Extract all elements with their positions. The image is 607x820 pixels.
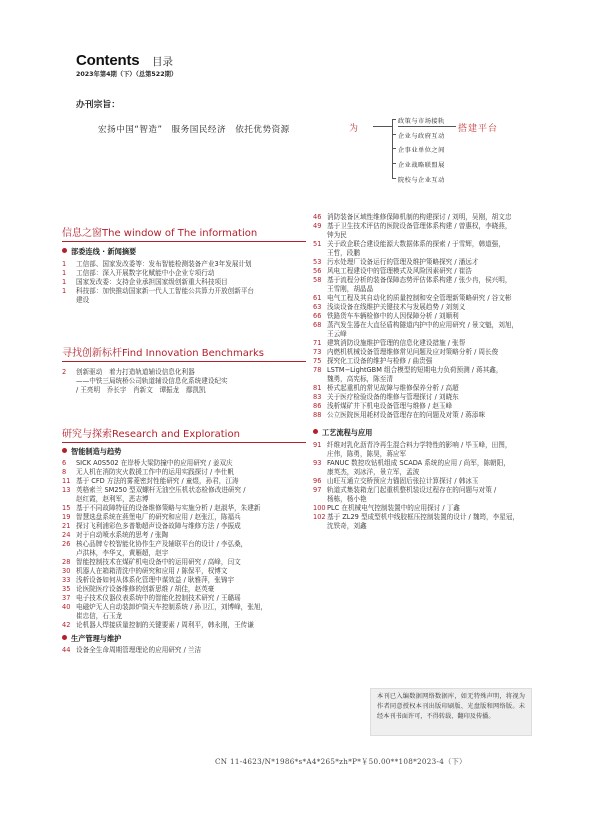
entry-line — [62, 477, 306, 486]
page-number: 40 — [62, 603, 71, 611]
entry-text: 探讨飞利浦彩色多普勒超声设备故障与维修方法 / 李振成 — [76, 522, 241, 530]
entry-text: 王云峰 — [327, 330, 347, 338]
entry-line — [313, 240, 549, 249]
entry-list — [62, 646, 306, 655]
entry-text: 王哲，段鹏 — [327, 249, 360, 257]
toc-entry — [62, 522, 306, 531]
entry-line-continued — [62, 612, 306, 621]
entry-text: 桥式起重机的常见故障与维修保养分析 / 高超 — [327, 384, 459, 392]
entry-text: 浅析设备如何从体系化管理中谋效益 / 耿雅萍，张锦宇 — [76, 576, 235, 584]
page-number: 73 — [313, 348, 322, 356]
entry-text: 探究化工设备的维护与检修 / 曲贵强 — [327, 357, 433, 365]
purpose-item: 政策与市场接轨 — [398, 118, 445, 125]
bracket-tick — [392, 163, 396, 164]
toc-entry — [62, 621, 306, 630]
page-number: 86 — [313, 402, 322, 410]
section-title: 信息之窗The window of The information — [62, 228, 258, 239]
entry-text: 电气工程及其自动化的质量控制和安全管理新策略研究 / 谷文彬 — [327, 294, 512, 302]
entry-line — [62, 513, 306, 522]
page-number: 15 — [62, 504, 71, 512]
purpose-item: 企事业单位之间 — [398, 147, 445, 154]
toc-entry — [62, 646, 306, 655]
toc-entry — [62, 540, 306, 558]
toc-entry — [313, 504, 549, 513]
bullet-icon — [62, 248, 67, 253]
entry-line-continued — [313, 522, 549, 531]
bracket-tick — [392, 148, 396, 149]
page-number: 71 — [313, 339, 322, 347]
entry-text: 浅析煤矿井下机电设备管理与维修 / 赵玉峰 — [327, 402, 453, 410]
toc-entry — [313, 459, 549, 477]
page-number: 97 — [313, 486, 322, 494]
entry-text: 纤维对乳化沥青冷再生混合料力学特性的影响 / 毕玉峰，田图， — [327, 441, 512, 449]
entry-line — [313, 486, 549, 495]
toc-entry — [313, 513, 549, 531]
entry-line — [313, 267, 549, 276]
entry-text: 基于 ZL29 型成型机中线胶框压控制装置的设计 / 魏筠，李星冠， — [327, 513, 520, 521]
entry-line — [62, 576, 306, 585]
entry-line — [62, 368, 306, 377]
entry-text: 钟为民 — [327, 231, 347, 239]
entry-text: 工信部：深入开展数字化赋能中小企业专项行动 — [76, 269, 215, 277]
page-number: 49 — [313, 222, 322, 230]
entry-list — [62, 368, 306, 395]
toc-entry — [62, 531, 306, 540]
section-divider — [62, 361, 306, 362]
toc-entry — [313, 267, 549, 276]
entry-text: 赵红霞，赵利军，恶志博 — [76, 495, 149, 503]
toc-entry — [313, 213, 549, 222]
entry-line — [313, 303, 549, 312]
entry-line — [313, 213, 549, 222]
entry-line — [313, 276, 549, 285]
page-number: 96 — [313, 477, 322, 485]
entry-text: 卢洪林，李华又，黄雁超，赵宇 — [76, 549, 169, 557]
entry-line-continued — [313, 468, 549, 477]
entry-text: 对于自动喷水系统的思考 / 张陶 — [76, 531, 169, 539]
toc-entry — [62, 576, 306, 585]
entry-text: 科技部：加快推动国家新一代人工智能公共算力开放创新平台 — [76, 287, 255, 295]
entry-line-continued — [62, 549, 306, 558]
entry-line — [313, 294, 549, 303]
entry-text: 机器人在箱箱清洗中的研究和应用 / 陈保平，权博文 — [76, 567, 228, 575]
page-number: 46 — [313, 213, 322, 221]
entry-text: 魏勇，高宪标，陈至清 — [327, 375, 393, 383]
toc-entry — [313, 486, 549, 504]
bullet-icon — [313, 429, 318, 434]
page-number: 88 — [313, 411, 322, 419]
page-number: 83 — [313, 393, 322, 401]
page-number: 102 — [313, 513, 326, 521]
toc-entry — [313, 294, 549, 303]
section-research — [62, 425, 306, 655]
toc-entry — [62, 459, 306, 468]
entry-line — [62, 287, 306, 296]
entry-text: 消防装备区域性维修保障机制的构建探讨 / 刘明，吴刚，胡文忠 — [327, 213, 512, 221]
entry-text: 庄伟，陈勇，陈昊，蒋应军 — [327, 450, 407, 458]
entry-line — [313, 441, 549, 450]
entry-text: 康英杰，刘冰洋，景立军，孟波 — [327, 468, 420, 476]
page-number: 53 — [313, 258, 322, 266]
entry-line — [62, 603, 306, 612]
copyright-notice: 本刊已入编数据网络数据库，如无特殊声明，将视为作者同意授权本刊出版印刷版、光盘版和网络版。未经本刊书面许可，不得转载、翻印及传播。 — [370, 688, 532, 736]
entry-text: ——中铁三局统桥公司轨道辅设信息化系统建设纪实 — [76, 377, 228, 385]
entry-text: 工信部、国家发改委等：发布智能检测装备产业3年发展计划 — [76, 260, 252, 268]
bracket-connector-right — [398, 126, 456, 127]
entry-line — [313, 357, 549, 366]
page-number: 6 — [62, 459, 67, 467]
toc-entry — [313, 357, 549, 366]
bracket-tick — [392, 178, 396, 179]
entry-line — [313, 348, 549, 357]
purpose-bracket — [392, 119, 393, 179]
page-number: 91 — [313, 441, 322, 449]
entry-text: 污水处理厂设备运行的管理及维护策略探究 / 潘远才 — [327, 258, 479, 266]
entry-text: LSTM−LightGBM 组合模型的短期电力负荷预测 / 蒋其鑫， — [327, 366, 503, 374]
entry-line — [313, 393, 549, 402]
toc-entry — [62, 368, 306, 395]
purpose-slogan: 宏扬中国“智造” 服务国民经济 依托优势资源 — [98, 125, 290, 135]
page-number: 42 — [62, 621, 71, 629]
page-number: 1 — [62, 269, 67, 277]
entry-line-continued — [313, 495, 549, 504]
purpose-item: 企业战略联盟展 — [398, 162, 445, 169]
entry-text: 基于流程分析的装备保障态势评估体系构建 / 张少冉，侯兴明， — [327, 276, 512, 284]
sub-heading: 部委连线 · 新闻摘要 — [62, 247, 306, 257]
entry-text: / 王亮明 乔长宇 肖新文 谭振龙 鄢凯凯 — [76, 386, 206, 394]
entry-text: 电子技术仪器仪表系统中的智能化控制技术研究 / 王璐瑶 — [76, 594, 241, 602]
entry-line-continued — [62, 377, 306, 386]
section-information — [62, 224, 306, 305]
page-number: 75 — [313, 357, 322, 365]
entry-line — [62, 540, 306, 549]
bullet-icon — [62, 635, 67, 640]
entry-line — [313, 411, 549, 420]
sub-heading: 工艺流程与应用 — [313, 428, 549, 438]
entry-line — [313, 477, 549, 486]
entry-line — [313, 258, 549, 267]
entry-line — [62, 567, 306, 576]
entry-line-continued — [62, 386, 306, 395]
entry-line — [62, 585, 306, 594]
page-number: 51 — [313, 240, 322, 248]
entry-line — [313, 513, 549, 522]
entry-line — [62, 558, 306, 567]
entry-text: 论机器人焊接质量控制的关键要素 / 周利平，韩永刚，王传谦 — [76, 621, 254, 629]
entry-line — [62, 459, 306, 468]
entry-line — [62, 269, 306, 278]
right-column — [313, 213, 549, 531]
entry-list — [313, 441, 549, 531]
purpose-item: 院校与企业互动 — [398, 177, 445, 184]
purpose-wei: 为 — [349, 124, 359, 134]
section-innovation — [62, 344, 306, 395]
entry-text: 崔忠信，石玉龙 — [76, 612, 123, 620]
page-number: 81 — [313, 384, 322, 392]
entry-line — [62, 486, 306, 495]
entry-text: FANUC 数控攻钻机组成 SCADA 系统的应用 / 尚军，陈朝阳， — [327, 459, 510, 467]
entry-line — [62, 278, 306, 287]
entry-text: 英格索兰 SM250 型双螺杆无油空压机状态检修改进研究 / — [76, 486, 246, 494]
page-number: 28 — [62, 558, 71, 566]
entry-list — [62, 260, 306, 305]
section-divider — [62, 442, 306, 443]
entry-text: 风电工程建设中的管理模式及风险因素研究 / 崔浩 — [327, 267, 472, 275]
entry-text: PLC 在机械电气控制装置中的应用探讨 / 丁鑫 — [327, 504, 460, 512]
entry-text: 智能控制技术在煤矿机电设备中的运用研究 / 高峰，闫文 — [76, 558, 241, 566]
entry-text: 论医院医疗设备维修的创新思维 / 胡佳，赵英豪 — [76, 585, 215, 593]
sub-heading: 智能制造与趋势 — [62, 447, 306, 457]
page-number: 66 — [313, 312, 322, 320]
entry-line — [62, 621, 306, 630]
entry-line-continued — [313, 330, 549, 339]
entry-text: 关于医疗检验设备的维修与管理探讨 / 刘晓东 — [327, 393, 459, 401]
section-title: 寻找创新标杆Find Innovation Benchmarks — [62, 348, 264, 359]
page-number: 1 — [62, 260, 67, 268]
contents-title: Contents — [76, 52, 140, 69]
page-number: 37 — [62, 594, 71, 602]
page-number: 56 — [313, 267, 322, 275]
entry-line — [62, 522, 306, 531]
page-number: 2 — [62, 368, 67, 376]
entry-line — [313, 222, 549, 231]
entry-text: 基于 CFD 方法的雾菱密封性能研究 / 童煜，孙君，江涛 — [76, 477, 239, 485]
page-number: 61 — [313, 294, 322, 302]
page-number: 78 — [313, 366, 322, 374]
entry-text: 建设 — [76, 296, 90, 304]
entry-text: 公立医院医用耗材设备管理存在的问题及对策 / 蒋添咪 — [327, 411, 486, 419]
page-number: 68 — [313, 321, 322, 329]
toc-entry — [62, 287, 306, 305]
toc-entry — [313, 276, 549, 294]
entry-line-continued — [313, 231, 549, 240]
page-number: 33 — [62, 576, 71, 584]
entry-line — [62, 594, 306, 603]
entry-text: 电磁炉无人自动装卸炉筒天车控制系统 / 孙卫江，刘博峰，张旭， — [76, 603, 268, 611]
entry-line — [62, 646, 306, 655]
toc-entry — [313, 411, 549, 420]
entry-line-continued — [62, 296, 306, 305]
toc-entry — [62, 504, 306, 513]
sub-heading: 生产管理与维护 — [62, 634, 306, 644]
publication-code: CN 11-4623/N*1986*s*A4*265*zh*P*￥50.00**108*2023-4（下） — [215, 757, 467, 766]
entry-line — [313, 384, 549, 393]
toc-entry — [62, 486, 306, 504]
entry-text: 基于不同故障特征的设备维修策略与实施分析 / 赵淑华，朱建新 — [76, 504, 261, 512]
toc-entry — [62, 558, 306, 567]
toc-entry — [62, 513, 306, 522]
bullet-icon — [62, 448, 67, 453]
entry-line-continued — [313, 285, 549, 294]
section-divider — [62, 241, 306, 242]
entry-line — [313, 504, 549, 513]
page-number: 100 — [313, 504, 326, 512]
toc-entry — [313, 258, 549, 267]
entry-text: 蒸汽发生器在大直径盾构隧道内护中的应用研究 / 景文魁，刘旭， — [327, 321, 519, 329]
toc-entry — [313, 384, 549, 393]
page-number: 63 — [313, 303, 322, 311]
entry-text: 杨栋，杨小艳 — [327, 495, 367, 503]
entry-text: 国家发改委：支持企业承担国家级创新重大科技项目 — [76, 278, 228, 286]
entry-text: 智慧选盘系统在燕堡电厂的研究和应用 / 赵张江，陈福兵 — [76, 513, 241, 521]
toc-entry — [62, 567, 306, 576]
toc-entry — [313, 477, 549, 486]
toc-entry — [313, 303, 549, 312]
entry-text: 山旺互通立交桥预应力锚固后张拉计算探讨 / 韩冰玉 — [327, 477, 479, 485]
page-number: 26 — [62, 540, 71, 548]
toc-entry — [62, 278, 306, 287]
toc-entry — [313, 339, 549, 348]
page-number: 1 — [62, 287, 67, 295]
toc-entry — [313, 393, 549, 402]
entry-text: 核心品牌专校智能化协作生产及辅联平台的设计 / 李弘桑， — [76, 540, 248, 548]
page-number: 1 — [62, 278, 67, 286]
toc-entry — [62, 269, 306, 278]
purpose-item: 企业与政府互动 — [398, 133, 445, 140]
page-number: 11 — [62, 477, 71, 485]
entry-text: 轨道式集装箱龙门起重机整机装设过程存在的问题与对策 / — [327, 486, 497, 494]
entry-text: 内燃机机械设备管理维修常见问题及应对策略分析 / 周长俊 — [327, 348, 499, 356]
page-number: 21 — [62, 522, 71, 530]
entry-line — [313, 402, 549, 411]
bracket-tick — [392, 119, 396, 120]
page-number: 35 — [62, 585, 71, 593]
toc-entry — [62, 260, 306, 269]
page-number: 8 — [62, 468, 67, 476]
entry-text: 基于卫生技术评估的医院设备管理体系构建 / 曾惠权，李晓燕， — [327, 222, 512, 230]
entry-text: SICK A0S502 在岸桥大梁防撞中的应用研究 / 姜双庆 — [76, 459, 233, 467]
entry-text: 建筑消防设施维护管理的信息化建设措施 / 张帮 — [327, 339, 466, 347]
entry-line — [62, 260, 306, 269]
page-number: 19 — [62, 513, 71, 521]
entry-text: 设备全生命周期管理理论的应用研究 / 兰洁 — [76, 646, 202, 654]
entry-list — [62, 459, 306, 630]
entry-text: 关于政企联合建设能源大数据体系的探索 / 于雪辉，韩道强， — [327, 240, 505, 248]
toc-entry — [313, 222, 549, 240]
toc-entry — [62, 594, 306, 603]
entry-line — [313, 459, 549, 468]
toc-entry — [313, 441, 549, 459]
contents-title-cn: 目录 — [152, 56, 173, 68]
toc-entry — [313, 366, 549, 384]
toc-entry — [313, 312, 549, 321]
page-number: 93 — [313, 459, 322, 467]
entry-list — [313, 213, 549, 420]
entry-line — [313, 312, 549, 321]
entry-line-continued — [313, 375, 549, 384]
entry-text: 浅谈设备在线维护关键技术与发展趋势 / 刘刻义 — [327, 303, 466, 311]
page-number: 30 — [62, 567, 71, 575]
entry-text: 铁路货车车辆检修中的人因保障分析 / 刘顺利 — [327, 312, 459, 320]
entry-line-continued — [313, 450, 549, 459]
entry-line-continued — [62, 495, 306, 504]
entry-line — [62, 468, 306, 477]
issue-info: 2023年第4期（下）（总第522期） — [76, 71, 178, 78]
purpose-label: 办刊宗旨： — [76, 100, 120, 110]
entry-text: 创新驱动 着力打造轨道辅设信息化利器 — [76, 368, 195, 376]
toc-entry — [62, 477, 306, 486]
bracket-connector — [373, 126, 392, 127]
toc-entry — [313, 402, 549, 411]
entry-line — [313, 366, 549, 375]
purpose-end: 搭建平台 — [458, 124, 499, 134]
entry-text: 无人机在消防灾火救援工作中的运用实践探讨 / 李仕帆 — [76, 468, 235, 476]
toc-entry — [313, 348, 549, 357]
toc-entry — [62, 585, 306, 594]
entry-line — [313, 339, 549, 348]
toc-entry — [62, 468, 306, 477]
entry-line — [62, 504, 306, 513]
toc-entry — [313, 240, 549, 258]
entry-line — [62, 531, 306, 540]
page-number: 44 — [62, 646, 71, 654]
entry-text: 王雪刚，胡晶晶 — [327, 285, 374, 293]
page-number: 24 — [62, 531, 71, 539]
toc-entry — [313, 321, 549, 339]
entry-line — [313, 321, 549, 330]
entry-text: 沈铁奇，刘鑫 — [327, 522, 367, 530]
bracket-tick — [392, 134, 396, 135]
toc-entry — [62, 603, 306, 621]
section-title: 研究与探索Research and Exploration — [62, 429, 240, 440]
page-number: 58 — [313, 276, 322, 284]
page-number: 13 — [62, 486, 71, 494]
entry-line-continued — [313, 249, 549, 258]
